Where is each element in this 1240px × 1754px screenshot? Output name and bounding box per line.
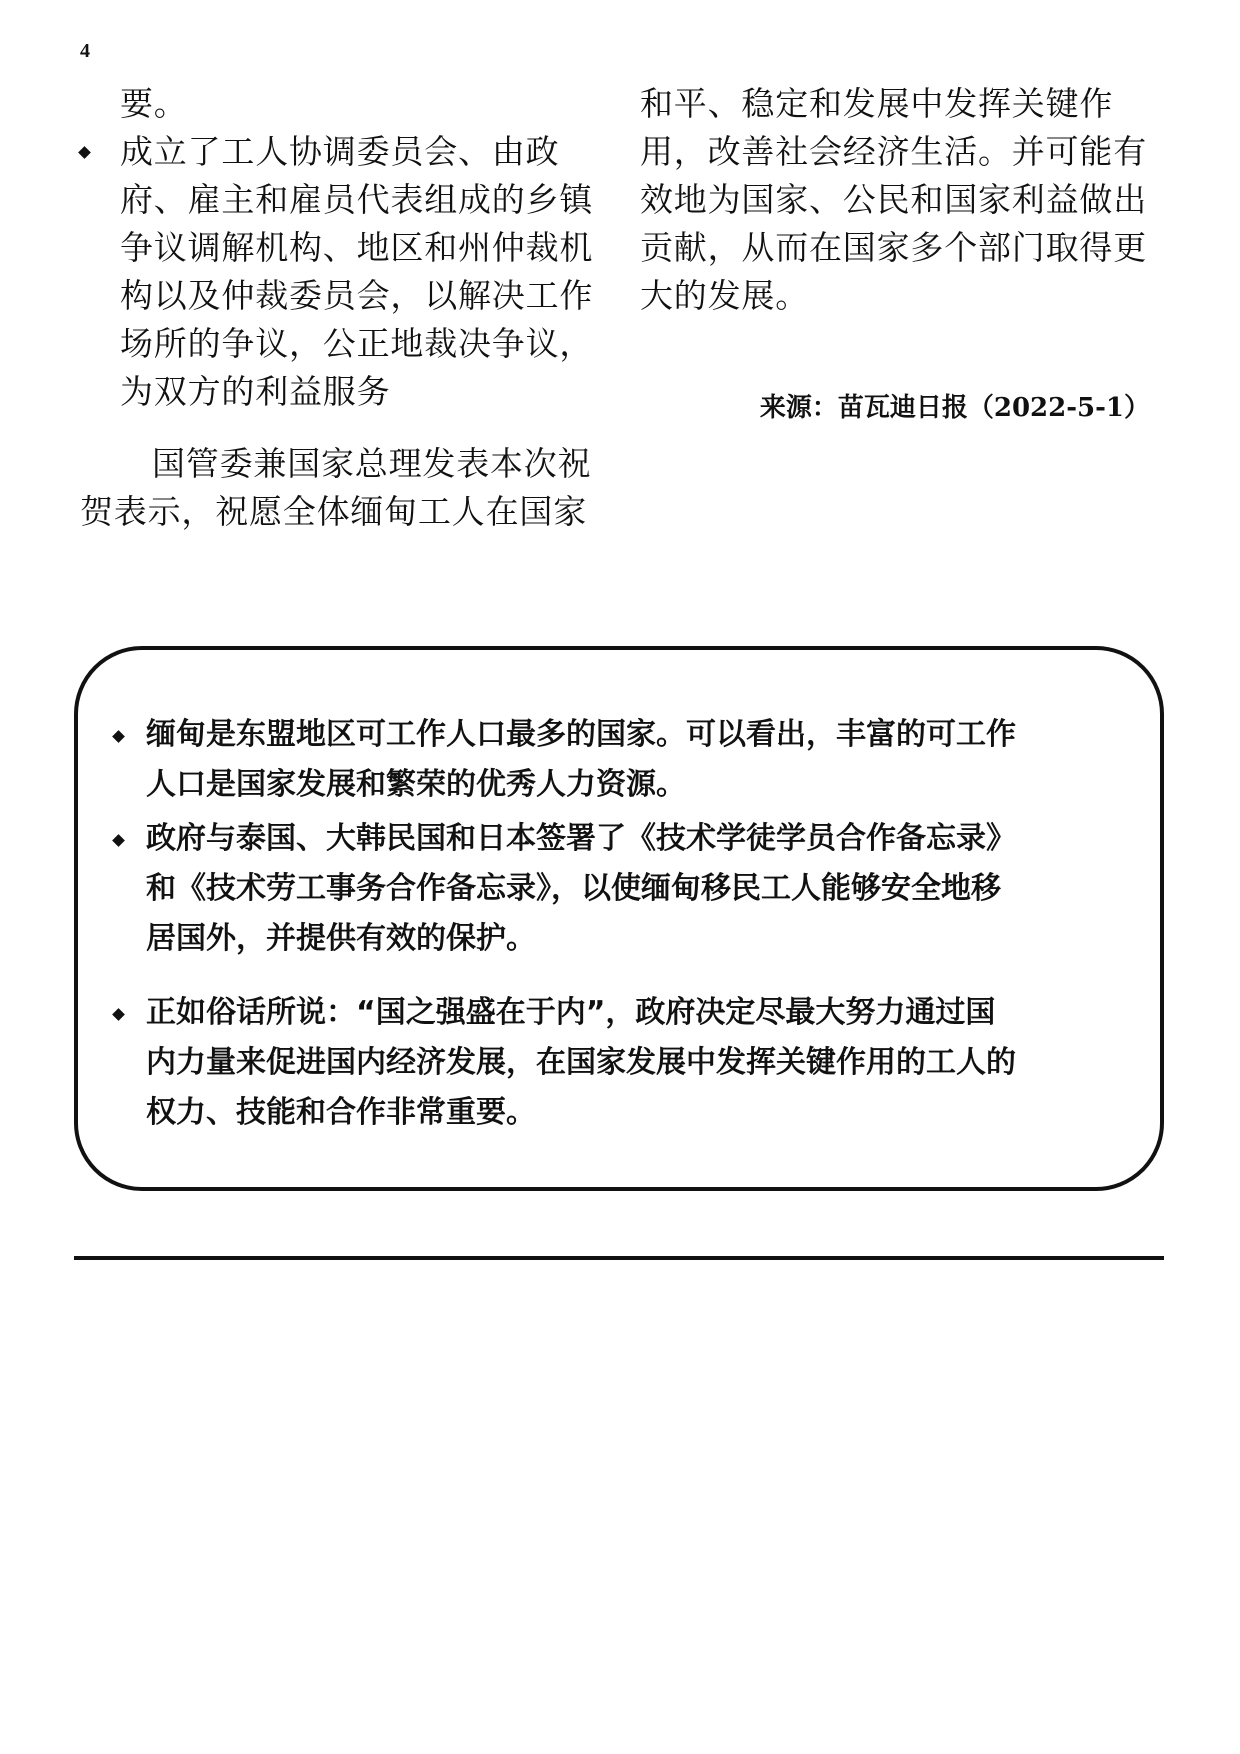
horizontal-divider — [74, 1256, 1164, 1260]
text-line: 贡献，从而在国家多个部门取得更 — [640, 228, 1147, 267]
source-citation: 来源：苗瓦迪日报（2022-5-1） — [759, 393, 1150, 423]
text-line: 为双方的利益服务 — [120, 372, 391, 411]
highlight-item-workforce — [108, 710, 1118, 810]
text-line: 居国外，并提供有效的保护。 — [146, 921, 536, 956]
text-line: 内力量来促进国内经济发展，在国家发展中发挥关键作用的工人的 — [146, 1045, 1016, 1080]
text-line: 贺表示，祝愿全体缅甸工人在国家 — [80, 492, 587, 531]
right-column — [640, 80, 1160, 432]
text-line: 大的发展。 — [640, 276, 809, 315]
bullet-item-labor-committees — [80, 128, 605, 416]
diamond-bullet-icon — [78, 146, 91, 159]
text-line: 成立了工人协调委员会、由政 — [120, 132, 560, 171]
highlight-list — [108, 710, 1118, 1138]
text-line: 政府与泰国、大韩民国和日本签署了《技术学徒学员合作备忘录》 — [146, 821, 1016, 856]
text-line: 效地为国家、公民和国家利益做出 — [640, 180, 1147, 219]
diamond-bullet-icon — [112, 730, 125, 743]
text-line: 府、雇主和雇员代表组成的乡镇 — [120, 180, 594, 219]
text-line: 和《技术劳工事务合作备忘录》，以使缅甸移民工人能够安全地移 — [146, 871, 1001, 906]
text-line: 权力、技能和合作非常重要。 — [146, 1095, 536, 1130]
text-line: 人口是国家发展和繁荣的优秀人力资源。 — [146, 767, 686, 802]
paragraph-congratulations — [80, 440, 605, 536]
page-number: 4 — [80, 40, 90, 62]
highlight-box — [74, 646, 1164, 1191]
text-line: 和平、稳定和发展中发挥关键作 — [640, 84, 1114, 123]
left-column — [80, 80, 605, 536]
text-line: 用，改善社会经济生活。并可能有 — [640, 132, 1147, 171]
text-line: 场所的争议，公正地裁决争议， — [120, 324, 594, 363]
text-line: 正如俗话所说：“国之强盛在于内”，政府决定尽最大努力通过国 — [146, 995, 996, 1030]
text-line: 构以及仲裁委员会，以解决工作 — [120, 276, 594, 315]
diamond-bullet-icon — [112, 834, 125, 847]
diamond-bullet-icon — [112, 1008, 125, 1021]
text-line: 国管委兼国家总理发表本次祝 — [152, 444, 592, 483]
highlight-item-domestic-strength — [108, 988, 1118, 1138]
continuation-text: 要。 — [120, 84, 188, 123]
text-line: 争议调解机构、地区和州仲裁机 — [120, 228, 594, 267]
text-line: 缅甸是东盟地区可工作人口最多的国家。可以看出，丰富的可工作 — [146, 717, 1016, 752]
highlight-item-memorandums — [108, 814, 1118, 964]
